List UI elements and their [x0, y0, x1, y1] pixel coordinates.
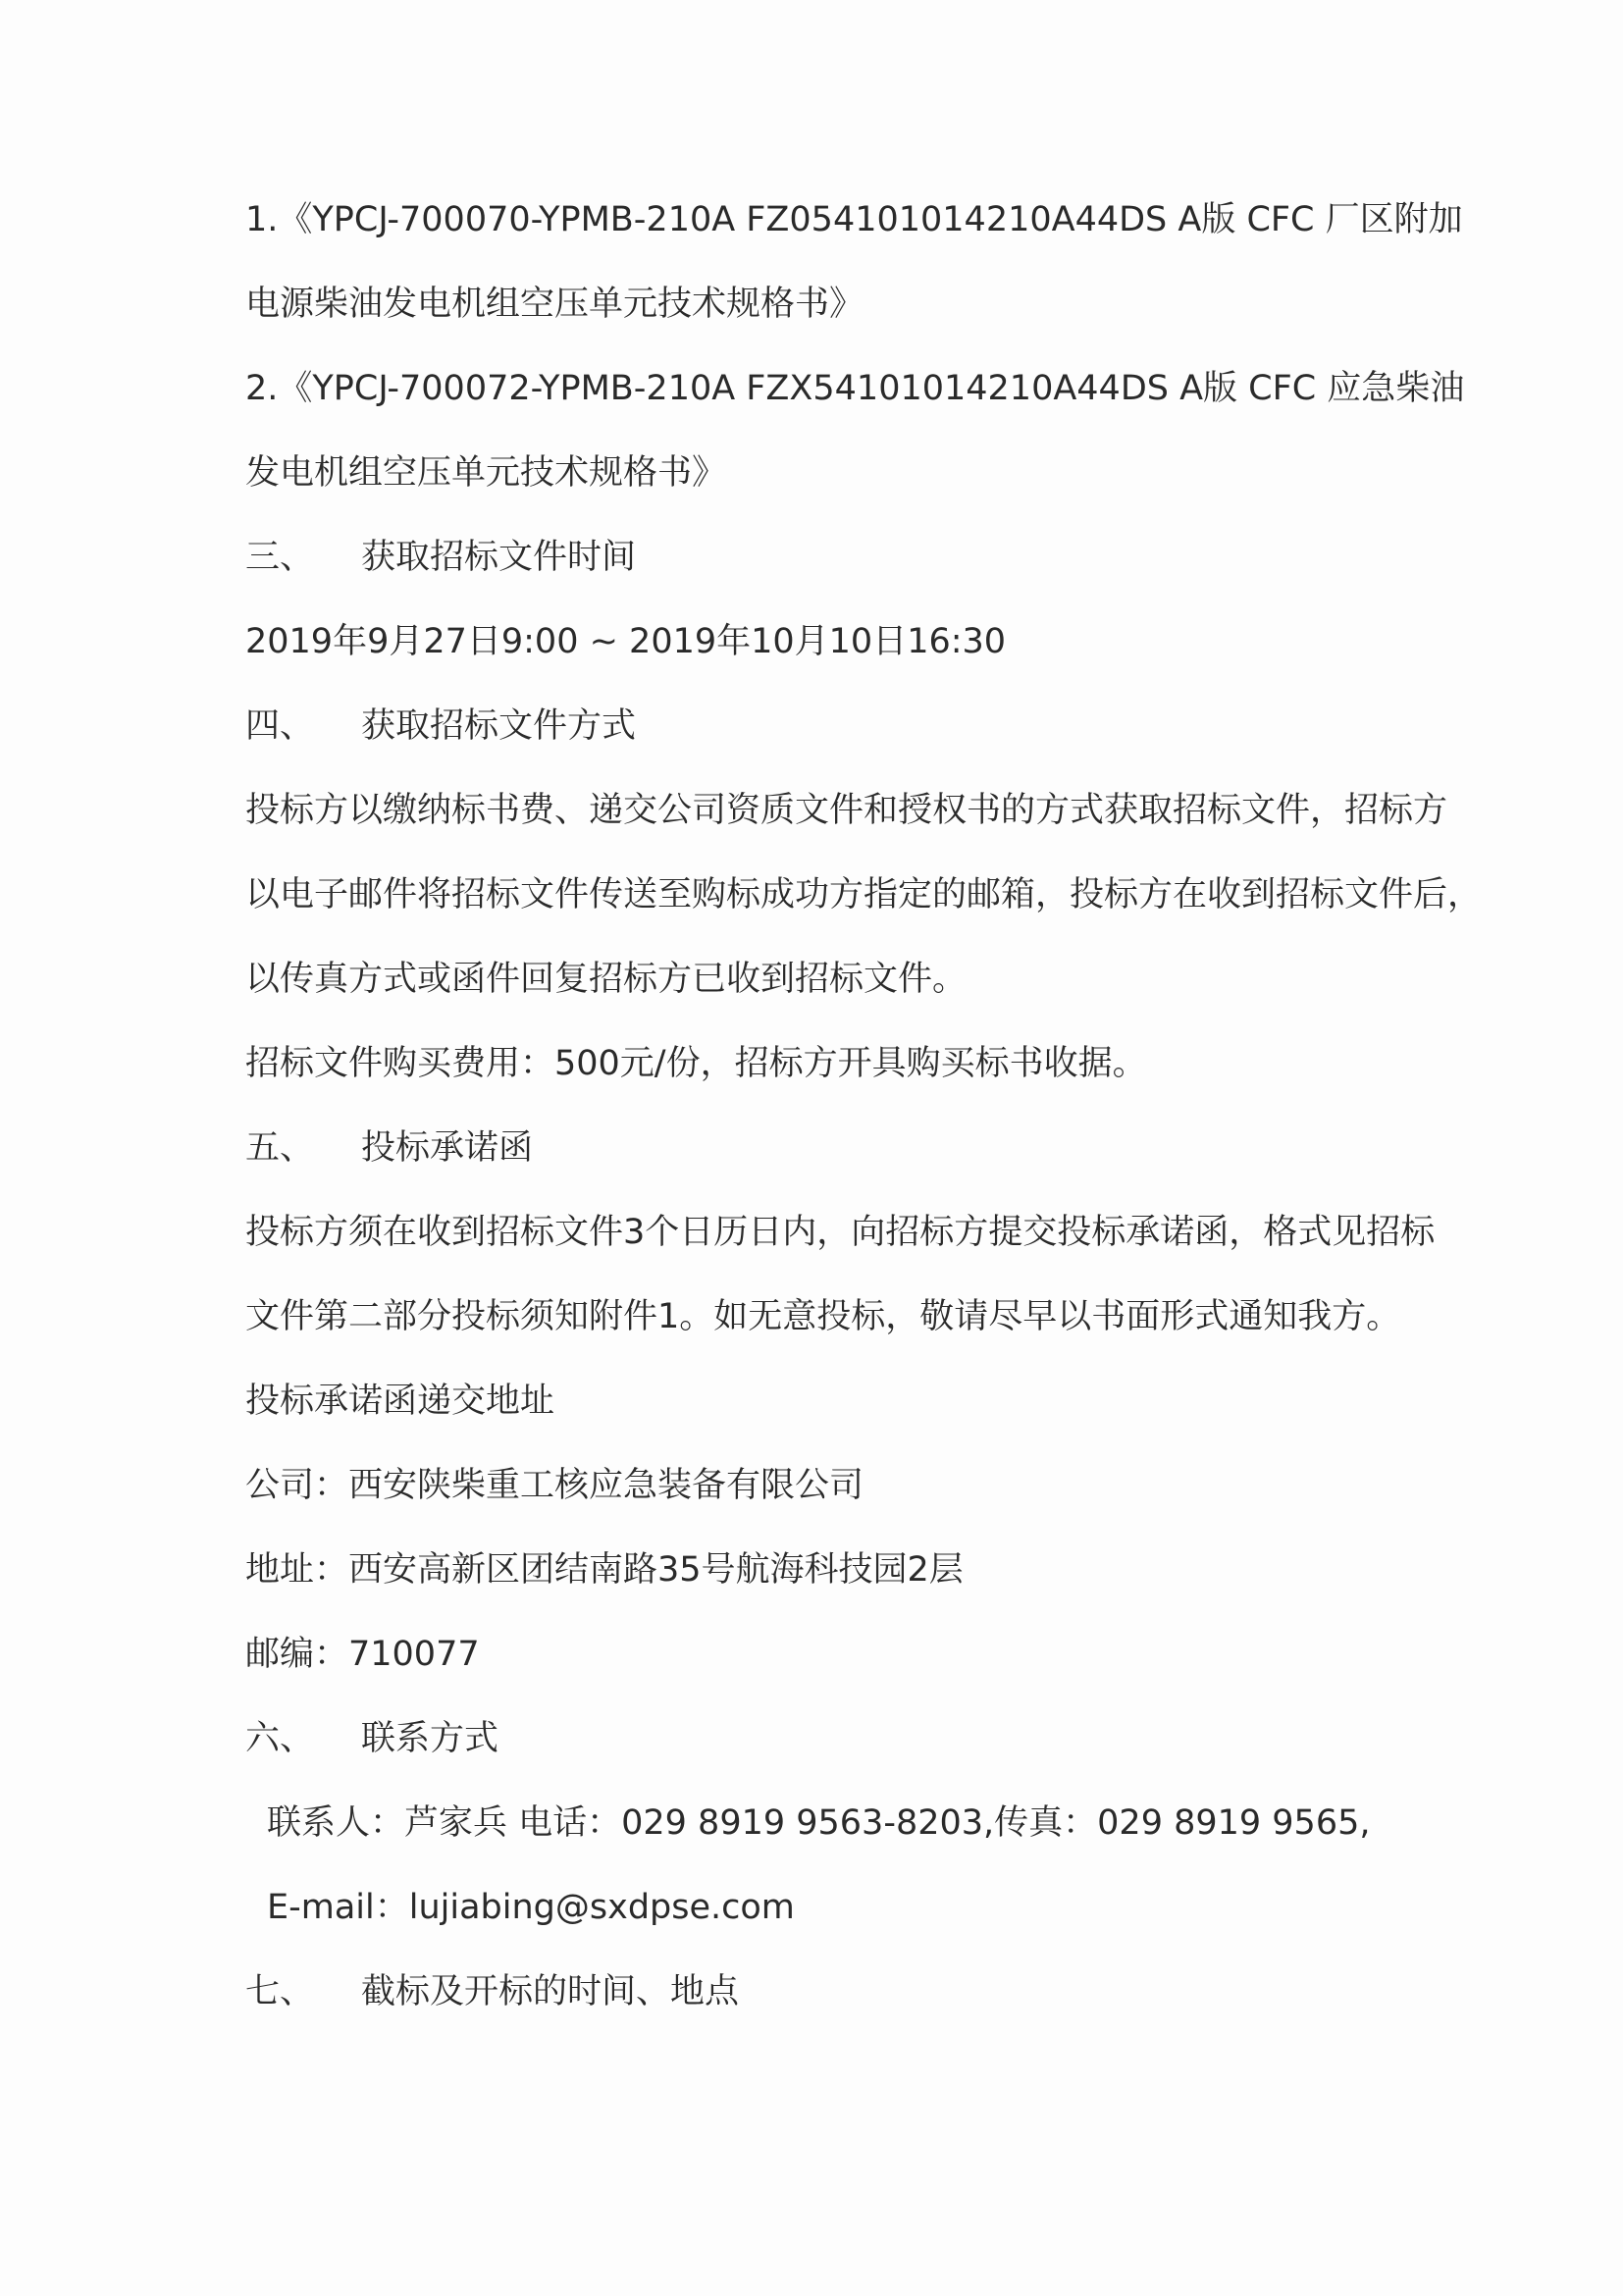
section-4-number: 四、 — [245, 706, 315, 746]
section-7-title: 截标及开标的时间、地点 — [361, 1972, 740, 2011]
section-6-contact: 联系人：芦家兵 电话：029 8919 9563-8203,传真：029 8919 9565, — [267, 1803, 1371, 1843]
section-4-paragraph-line-3: 以传真方式或函件回复招标方已收到招标文件。 — [245, 960, 968, 999]
section-4-heading — [245, 704, 636, 748]
spec-item-1-line-2: 电源柴油发电机组空压单元技术规格书》 — [245, 285, 864, 324]
section-5-address-title: 投标承诺函递交地址 — [245, 1382, 555, 1421]
section-5-paragraph-line-1: 投标方须在收到招标文件3个日历日内，向招标方提交投标承诺函，格式见招标 — [245, 1213, 1436, 1252]
section-6-heading — [245, 1717, 498, 1760]
section-4-fee: 招标文件购买费用：500元/份，招标方开具购买标书收据。 — [245, 1044, 1147, 1083]
section-5-address: 地址：西安高新区团结南路35号航海科技园2层 — [245, 1550, 964, 1590]
section-3-number: 三、 — [245, 538, 315, 577]
section-3-heading — [245, 536, 636, 579]
section-3-time: 2019年9月27日9:00 ~ 2019年10月10日16:30 — [245, 622, 1007, 661]
section-7-number: 七、 — [245, 1972, 315, 2011]
spec-item-1-line-1: 1.《YPCJ-700070-YPMB-210A FZ054101014210A44DS A版 CFC 厂区附加 — [245, 200, 1463, 239]
section-6-title: 联系方式 — [361, 1719, 499, 1758]
section-4-title: 获取招标文件方式 — [361, 706, 637, 746]
section-6-email: E-mail：lujiabing@sxdpse.com — [267, 1888, 795, 1927]
section-5-number: 五、 — [245, 1128, 315, 1168]
section-4-paragraph-line-1: 投标方以缴纳标书费、递交公司资质文件和授权书的方式获取招标文件，招标方 — [245, 791, 1448, 830]
section-5-title: 投标承诺函 — [361, 1128, 534, 1168]
section-7-heading — [245, 1970, 739, 2013]
section-6-number: 六、 — [245, 1719, 315, 1758]
section-5-paragraph-line-2: 文件第二部分投标须知附件1。如无意投标，敬请尽早以书面形式通知我方。 — [245, 1297, 1401, 1336]
section-5-heading — [245, 1126, 533, 1170]
spec-item-2-line-2: 发电机组空压单元技术规格书》 — [245, 453, 727, 493]
section-5-postcode: 邮编：710077 — [245, 1635, 480, 1674]
section-5-company: 公司：西安陕柴重工核应急装备有限公司 — [245, 1466, 864, 1505]
spec-item-2-line-1: 2.《YPCJ-700072-YPMB-210A FZX54101014210A44DS A版 CFC 应急柴油 — [245, 369, 1465, 408]
section-4-paragraph-line-2: 以电子邮件将招标文件传送至购标成功方指定的邮箱，投标方在收到招标文件后， — [245, 875, 1483, 914]
section-3-title: 获取招标文件时间 — [361, 538, 637, 577]
